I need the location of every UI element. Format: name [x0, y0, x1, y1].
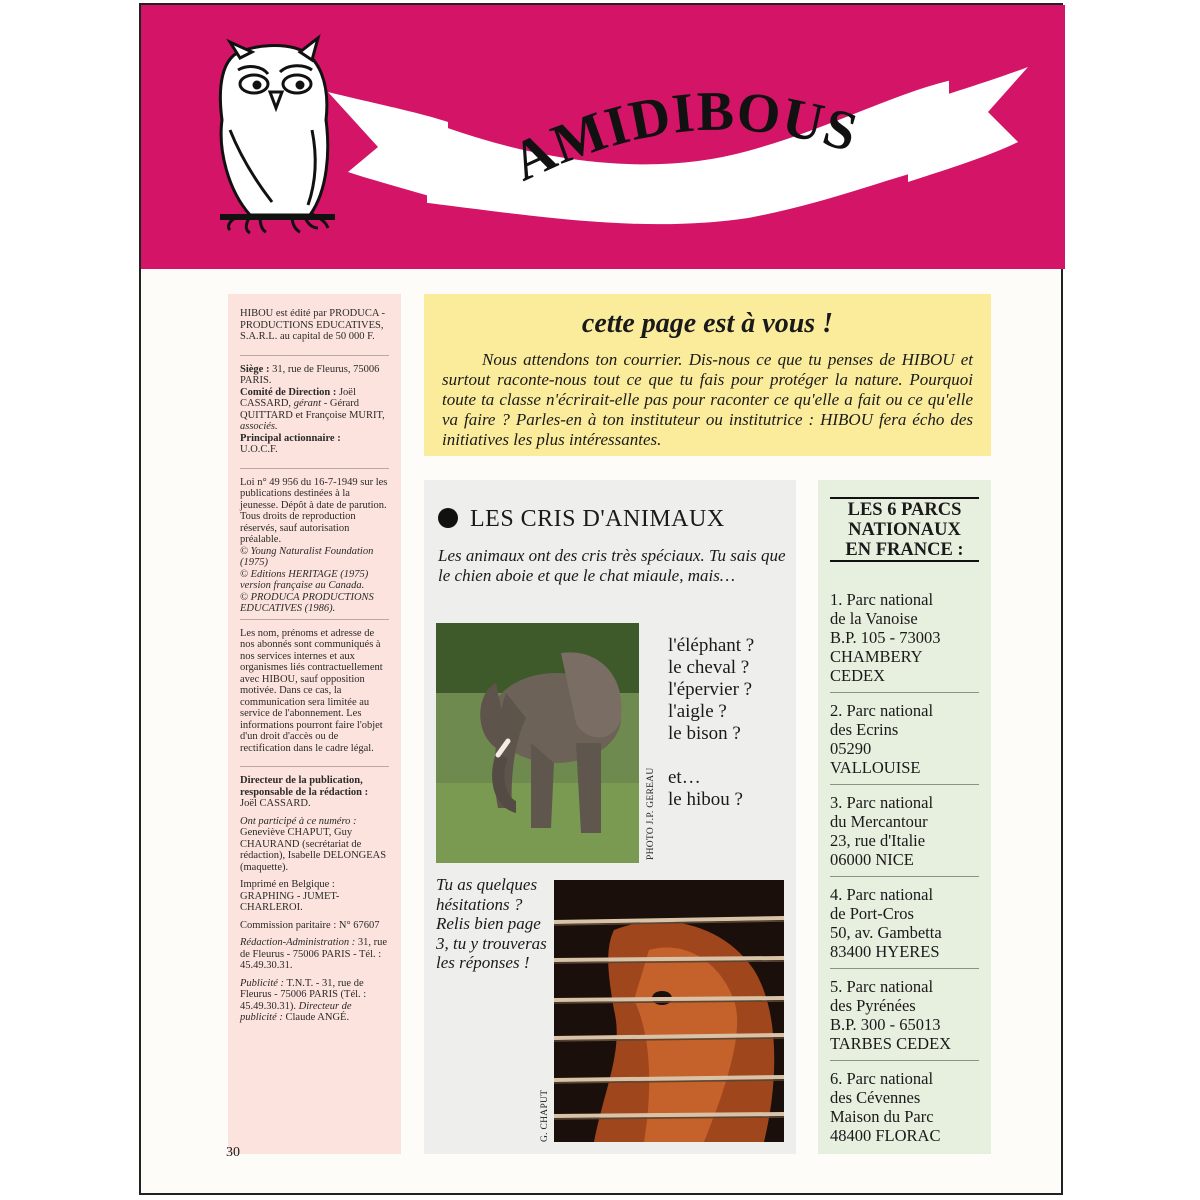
dir-pub-label: Directeur de publicité : [240, 1000, 352, 1023]
elephant-photo [436, 623, 639, 863]
legal-text: Loi n° 49 956 du 16-7-1949 sur les publications destinées à la jeunesse. Dépôt à date de parution. Tous droits de reproduction réservés, sauf autorisation préalable. [240, 476, 388, 545]
copyright-2: © Editions HERITAGE (1975) version française au Canada. [240, 568, 369, 591]
question-final-2: le hibou ? [668, 789, 743, 810]
park-line: 4. Parc national [830, 885, 934, 904]
park-line: 06000 NICE [830, 850, 914, 869]
comite-label: Comité de Direction : [240, 386, 337, 398]
park-line: 05290 [830, 739, 872, 758]
park-line: VALLOUISE [830, 758, 921, 777]
park-line: de la Vanoise [830, 609, 918, 628]
imprint-redaction [240, 937, 389, 972]
animal-cries-box [424, 480, 796, 1154]
park-line: des Pyrénées [830, 996, 916, 1015]
bullet-icon [438, 508, 458, 528]
question-item: l'épervier ? [668, 679, 753, 700]
actionnaire-value: U.O.C.F. [240, 444, 278, 455]
imprint-director [240, 775, 389, 810]
park-item [830, 877, 979, 969]
park-line: CEDEX [830, 666, 885, 685]
imprint-column [228, 294, 401, 1154]
question-item: le cheval ? [668, 657, 750, 678]
question-final-1: et… [668, 767, 701, 788]
comite-1: Joël CASSARD, [240, 386, 356, 409]
park-line: Maison du Parc [830, 1107, 934, 1126]
participants-label: Ont participé à ce numéro : [240, 815, 357, 827]
director-value: Joël CASSARD. [240, 798, 311, 809]
question-item: l'aigle ? [668, 701, 727, 722]
header-title: AMIDIBOUS [502, 80, 865, 194]
comite-1-role: gérant [293, 398, 322, 409]
park-line: 23, rue d'Italie [830, 831, 926, 850]
cries-intro: Les animaux ont des cris très spéciaux. Tu sais que le chien aboie et que le chat miaule, mais… [438, 546, 786, 585]
horse-photo [554, 880, 784, 1142]
park-line: 3. Parc national [830, 793, 934, 812]
redaction-value: 31, rue de Fleurus - 75006 PARIS - Tél. : 45.49.30.31. [240, 937, 387, 971]
comite-2: - Gérard QUITTARD et Françoise MURIT, [240, 398, 385, 421]
park-item [830, 1061, 979, 1152]
park-line: du Mercantour [830, 812, 928, 831]
intro-title: cette page est à vous ! [581, 308, 834, 339]
imprint-separator [240, 355, 389, 356]
horse-icon [554, 880, 784, 1142]
park-line: B.P. 300 - 65013 [830, 1015, 941, 1034]
national-parks-box [818, 480, 991, 1154]
elephant-photo-credit: PHOTO J.P. GEREAU [646, 767, 656, 860]
actionnaire-label: Principal actionnaire : [240, 432, 341, 444]
imprint-publisher: HIBOU est édité par PRODUCA - PRODUCTIONS EDUCATIVES, S.A.R.L. au capital de 50 000 F. [240, 308, 385, 342]
park-item [830, 785, 979, 877]
imprint-advertising [240, 978, 389, 1024]
park-line: 5. Parc national [830, 977, 934, 996]
imprint-separator [240, 766, 389, 767]
imprint-legal [240, 477, 389, 615]
dir-pub-value: Claude ANGÉ. [282, 1012, 350, 1023]
imprint-management [240, 364, 389, 456]
publicite-label: Publicité : [240, 977, 285, 989]
question-list [668, 635, 754, 811]
imprint-separator [240, 619, 389, 620]
parks-title-line-1: LES 6 PARCS [847, 500, 962, 520]
copyright-3: © PRODUCA PRODUCTIONS EDUCATIVES (1986). [240, 591, 374, 614]
park-line: 48400 FLORAC [830, 1126, 941, 1145]
imprint-separator [240, 468, 389, 469]
imprint-commission: Commission paritaire : N° 67607 [240, 919, 380, 931]
hint-text: Tu as quelques hésitations ? Relis bien page 3, tu y trouveras les réponses ! [436, 875, 547, 972]
director-label: Directeur de la publication, responsable de la rédaction : [240, 775, 369, 798]
park-line: 2. Parc national [830, 701, 934, 720]
imprint-printer: Imprimé en Belgique : GRAPHING - JUMET-CHARLEROI. [240, 879, 340, 913]
question-item: l'éléphant ? [668, 635, 755, 656]
park-line: de Port-Cros [830, 904, 914, 923]
siege-label: Siège : [240, 363, 270, 375]
question-item: le bison ? [668, 723, 741, 744]
svg-text:AMIDIBOUS [503, 81, 865, 194]
cries-title-text: LES CRIS D'ANIMAUX [470, 506, 725, 532]
comite-2-role: associés. [240, 421, 278, 432]
page-number: 30 [226, 1145, 240, 1160]
parks-title-rule [830, 560, 979, 562]
park-line: des Ecrins [830, 720, 899, 739]
intro-text: Nous attendons ton courrier. Dis-nous ce que tu penses de HIBOU et surtout raconte-nous tout ce que tu fais pour protéger la nature. Pourquoi toute ta classe n'écrirait-elle pas pour raconter ce qu'elle a fait ou ce qu'elle va faire ? Parles-en à ton instituteur ou institutrice : HIBOU fera écho des initiatives les plus intéressantes. [442, 350, 973, 449]
participants-value: Geneviève CHAPUT, Guy CHAURAND (secrétariat de rédaction), Isabelle DELONGEAS (maquette). [240, 827, 387, 873]
parks-title-line-2: NATIONAUX [848, 520, 961, 540]
park-line: 1. Parc national [830, 590, 934, 609]
parks-title-line-3: EN FRANCE : [845, 540, 964, 560]
copyright-1: © Young Naturalist Foundation (1975) [240, 545, 374, 568]
siege-value: 31, rue de Fleurus, 75006 PARIS. [240, 363, 380, 386]
park-line: 6. Parc national [830, 1069, 934, 1088]
imprint-participants [240, 816, 389, 874]
redaction-label: Rédaction-Administration : [240, 937, 356, 948]
publicite-value: T.N.T. - 31, rue de Fleurus - 75006 PARIS (Tél. : 45.49.30.31). [240, 977, 367, 1012]
park-line: des Cévennes [830, 1088, 921, 1107]
title-banner [328, 52, 1028, 232]
elephant-icon [436, 623, 639, 863]
park-item [830, 582, 979, 693]
parks-title-rule [830, 497, 979, 499]
park-line: TARBES CEDEX [830, 1034, 952, 1053]
park-line: 83400 HYERES [830, 942, 940, 961]
parks-title [830, 497, 979, 562]
cries-title [438, 506, 725, 533]
park-line: B.P. 105 - 73003 [830, 628, 941, 647]
intro-box [424, 294, 991, 456]
horse-photo-credit: G. CHAPUT [540, 1089, 550, 1142]
park-line: 50, av. Gambetta [830, 923, 942, 942]
park-item [830, 969, 979, 1061]
banner-title-svg [328, 52, 1028, 232]
imprint-privacy: Les nom, prénoms et adresse de nos abonnés sont communiqués à nos services internes et aux organismes liés contractuellement avec HIBOU, sauf opposition motivée. Dans ce cas, la communication sera limitée au service de l'abonnement. Les informations pourront faire l'objet d'un droit d'accès ou de rectification dans le cadre légal. [240, 627, 383, 754]
park-line: CHAMBERY [830, 647, 923, 666]
park-item [830, 693, 979, 785]
